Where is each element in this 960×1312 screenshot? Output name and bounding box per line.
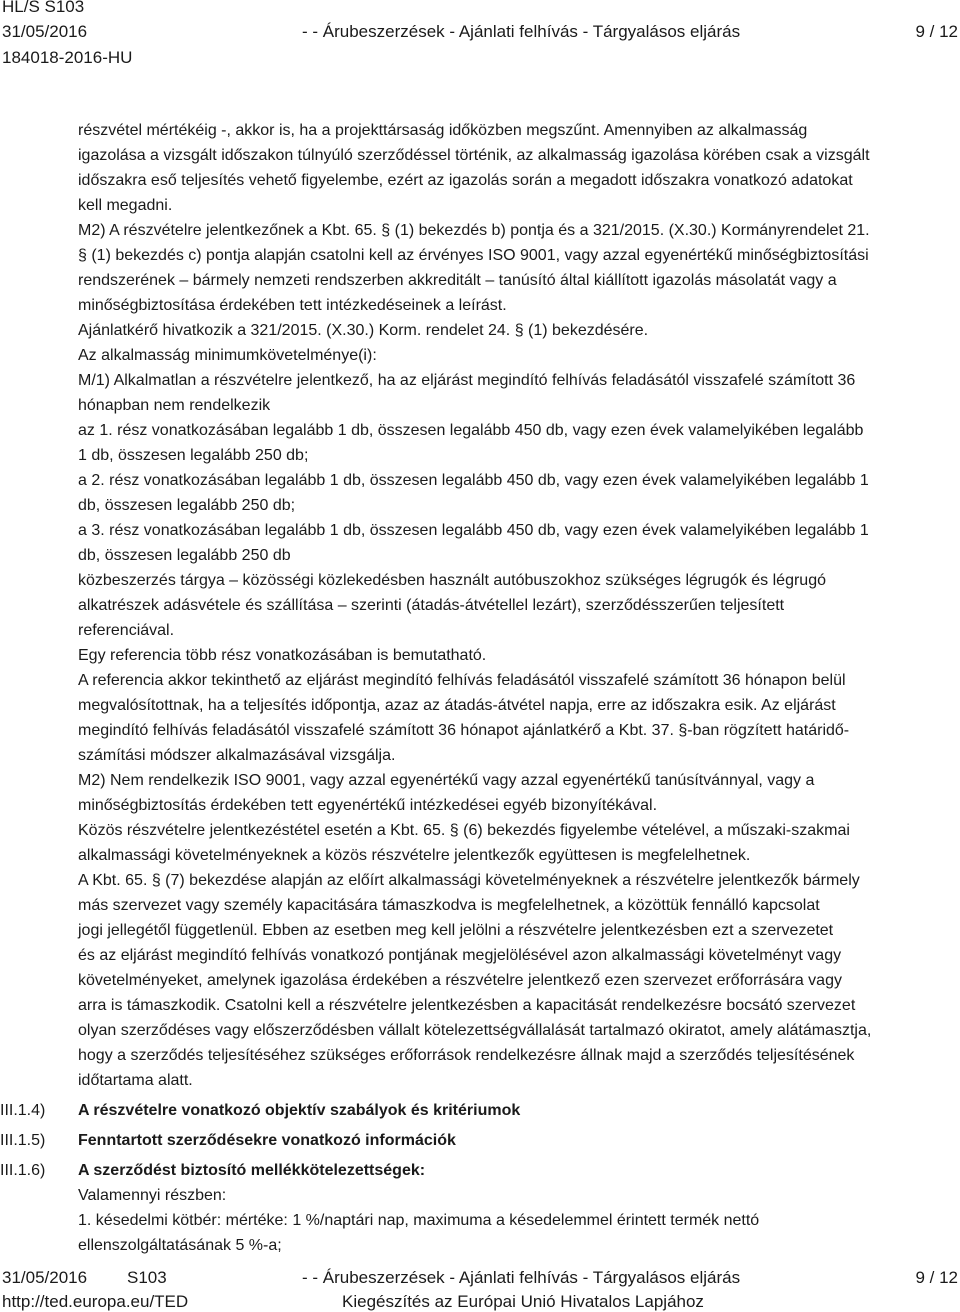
body-line: arra is támaszkodik. Csatolni kell a részvételre jelentkezésben a kapacitását rendelkezésre bocsátó szervezet [78, 997, 856, 1014]
body-line: Ajánlatkérő hivatkozik a 321/2015. (X.30.) Korm. rendelet 24. § (1) bekezdésére. [78, 322, 649, 339]
footer-date: 31/05/2016 [2, 1268, 88, 1287]
body-line: és az eljárást megindító felhívás vonatkozó pontjának megjelölésével azon alkalmassági követelményt vagy [78, 947, 842, 964]
body-line: hónapban nem rendelkezik [78, 397, 271, 414]
body-line: az 1. rész vonatkozásában legalább 1 db, összesen legalább 450 db, vagy ezen évek valamelyikében legalább [78, 422, 864, 439]
footer-page-number: 9 / 12 [915, 1268, 958, 1287]
body-line: alkalmassági követelményeknek a közös részvételre jelentkezők együttesen is megfelelhetnek. [78, 847, 751, 864]
body-line: M2) Nem rendelkezik ISO 9001, vagy azzal egyenértékű vagy azzal egyenértékű tanúsítvánnyal, vagy a [78, 772, 815, 789]
section-number: III.1.4) [0, 1102, 46, 1119]
body-line: a 3. rész vonatkozásában legalább 1 db, összesen legalább 450 db, vagy ezen évek valamelyikében legalább 1 [78, 522, 869, 539]
body-line: részvétel mértékéig -, akkor is, ha a projekttársaság időközben megszűnt. Amennyiben az alkalmasság [78, 122, 808, 139]
body-line: minőségbiztosítása érdekében tett intézkedéseinek a leírást. [78, 297, 507, 314]
body-line: jogi jellegétől függetlenül. Ebben az esetben meg kell jelölni a részvételre jelentkezésben ezt a szervezetet [78, 922, 834, 939]
body-line: Egy referencia több rész vonatkozásában is bemutatható. [78, 647, 487, 664]
body-line: M2) A részvételre jelentkezőnek a Kbt. 65. § (1) bekezdés b) pontja és a 321/2015. (X.30.) Kormányrendelet 21. [78, 222, 870, 239]
body-line: hogy a szerződés teljesítéséhez szükséges erőforrások rendelkezésre állnak majd a szerződés teljesítésének [78, 1047, 855, 1064]
body-line: olyan szerződéses vagy előszerződésben vállalt kötelezettségvállalását tartalmazó okiratot, amely alátámasztja, [78, 1022, 872, 1039]
body-line: a 2. rész vonatkozásában legalább 1 db, összesen legalább 450 db, vagy ezen évek valamelyikében legalább 1 [78, 472, 869, 489]
body-line: 1. késedelmi kötbér: mértéke: 1 %/naptári nap, maximuma a késedelemmel érintett termék nettó [78, 1212, 760, 1229]
body-line: A Kbt. 65. § (7) bekezdése alapján az előírt alkalmassági követelményeknek a részvételre jelentkezők bármely [78, 872, 860, 889]
header-date: 31/05/2016 [2, 22, 88, 41]
body-line: közbeszerzés tárgya – közösségi közlekedésben használt autóbuszokhoz szükséges légrugók és légrugó [78, 572, 826, 589]
body-line: Az alkalmasság minimumkövetelménye(i): [78, 347, 377, 364]
body-line: db, összesen legalább 250 db [78, 547, 291, 564]
body-line: A referencia akkor tekinthető az eljárást megindító felhívás feladásától visszafelé számított 36 hónapon belül [78, 672, 846, 689]
body-line: igazolása a vizsgált időszakon túlnyúló szerződéssel történik, az alkalmasság igazolása körében csak a vizsgált [78, 147, 870, 164]
body-line: minőségbiztosítás érdekében tett egyenértékű intézkedései egyéb bizonyítékával. [78, 797, 658, 814]
body-line: ellenszolgáltatásának 5 %-a; [78, 1237, 282, 1254]
body-line: Közös részvételre jelentkezéstétel esetén a Kbt. 65. § (6) bekezdés figyelembe vételével, a műszaki-szakmai [78, 822, 850, 839]
body-line: számítási módszer alkalmazásával vizsgálja. [78, 747, 396, 764]
body-line: más szervezet vagy személy kapacitására támaszkodva is megfelelhetnek, a közöttük fennálló kapcsolat [78, 897, 820, 914]
header-doc-number: 184018-2016-HU [2, 48, 133, 67]
section-number: III.1.5) [0, 1132, 46, 1149]
body-line: M/1) Alkalmatlan a részvételre jelentkező, ha az eljárást megindító felhívás feladásától visszafelé számított 36 [78, 372, 856, 389]
body-line: időszakra eső teljesítés vehető figyelembe, ezért az igazolás során a megadott időszakra vonatkozó adatokat [78, 172, 853, 189]
footer-url[interactable]: http://ted.europa.eu/TED [2, 1292, 189, 1311]
header-title: - - Árubeszerzések - Ajánlati felhívás - Tárgyalásos eljárás [302, 22, 741, 41]
section-number: III.1.6) [0, 1162, 46, 1179]
section-heading: A szerződést biztosító mellékkötelezettségek: [78, 1162, 426, 1179]
body-line: § (1) bekezdés c) pontja alapján csatolni kell az érvényes ISO 9001, vagy azzal egyenértékű minőségbiztosítási [78, 247, 869, 264]
footer-series: S103 [127, 1268, 167, 1287]
body-line: kell megadni. [78, 197, 173, 214]
footer-title: - - Árubeszerzések - Ajánlati felhívás - Tárgyalásos eljárás [302, 1268, 741, 1287]
header-page-number: 9 / 12 [915, 22, 958, 41]
body-line: követelményeket, amelynek igazolása érdekében a részvételre jelentkező ezen szervezet erőforrására vagy [78, 972, 842, 989]
body-line: 1 db, összesen legalább 250 db; [78, 447, 309, 464]
section-heading: A részvételre vonatkozó objektív szabályok és kritériumok [78, 1102, 521, 1119]
body-line: Valamennyi részben: [78, 1187, 227, 1204]
body-line: időtartama alatt. [78, 1072, 193, 1089]
header-series: HL/S S103 [2, 0, 85, 16]
body-line: megvalósítottnak, ha a teljesítés időpontja, azaz az átadás-átvétel napja, erre az időszakra esik. Az eljárást [78, 697, 836, 714]
body-line: alkatrészek adásvétele és szállítása – szerinti (átadás-átvétellel lezárt), szerződésszerűen teljesített [78, 597, 785, 614]
section-heading: Fenntartott szerződésekre vonatkozó információk [78, 1132, 456, 1149]
body-line: referenciával. [78, 622, 175, 639]
footer-subtitle: Kiegészítés az Európai Unió Hivatalos Lapjához [342, 1292, 704, 1311]
body-line: rendszerének – bármely nemzeti rendszerben akkreditált – tanúsító által kiállított igazolás másolatát vagy a [78, 272, 837, 289]
body-line: db, összesen legalább 250 db; [78, 497, 296, 514]
body-line: megindító felhívás feladásától visszafelé számított 36 hónapot ajánlatkérő a Kbt. 37. §-ban rögzített határidő- [78, 722, 850, 739]
